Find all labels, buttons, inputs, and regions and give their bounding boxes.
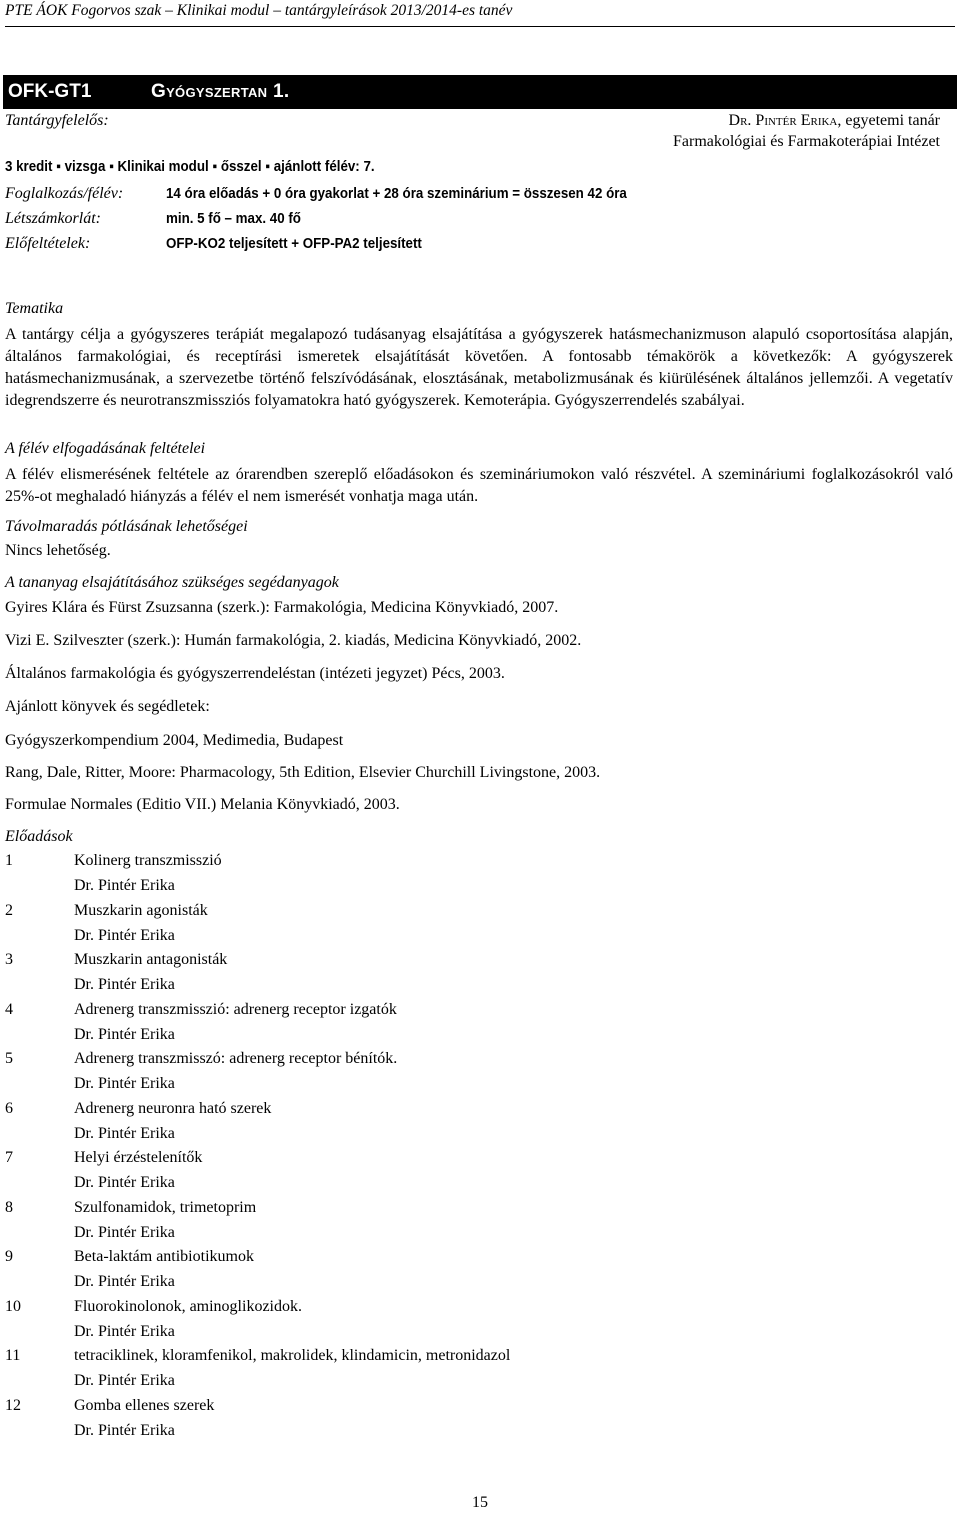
lecture-title: Helyi érzéstelenítők <box>74 1149 203 1166</box>
course-title: Gyógyszertan 1. <box>151 81 290 102</box>
lecture-item <box>5 1100 705 1150</box>
lecture-lecturer: Dr. Pintér Erika <box>74 1025 175 1043</box>
lecture-lecturer: Dr. Pintér Erika <box>74 1372 175 1389</box>
recommended-heading: Ajánlott könyvek és segédletek: <box>5 698 210 715</box>
acceptance-heading: A félév elfogadásának feltételei <box>5 440 206 457</box>
prerequisites-value: OFP-KO2 teljesített + OFP-PA2 teljesített <box>166 236 422 252</box>
lecture-item <box>5 1199 705 1249</box>
lecture-item <box>5 1397 705 1447</box>
lecture-number: 9 <box>5 1248 13 1265</box>
course-code: OFK-GT1 <box>8 81 92 102</box>
responsible-label: Tantárgyfelelős: <box>5 112 109 129</box>
header-divider <box>5 26 955 27</box>
lecture-lecturer: Dr. Pintér Erika <box>74 1322 175 1340</box>
lecture-list <box>5 852 705 1446</box>
lecture-title: Muszkarin antagonisták <box>74 951 228 968</box>
lecture-number: 8 <box>5 1198 13 1216</box>
lecture-title: Adrenerg transzmisszó: adrenerg receptor bénítók. <box>74 1050 398 1067</box>
lecture-title: Muszkarin agonisták <box>74 901 208 919</box>
lecture-title: Szulfonamidok, trimetoprim <box>74 1198 257 1216</box>
topics-heading: Tematika <box>5 300 64 317</box>
lecture-title: Adrenerg neuronra ható szerek <box>74 1099 272 1117</box>
lecture-title: Beta-laktám antibiotikumok <box>74 1248 254 1265</box>
responsible-position: , egyetemi tanár <box>837 112 940 129</box>
lecture-lecturer: Dr. Pintér Erika <box>74 1075 175 1092</box>
capacity-value: min. 5 fő – max. 40 fő <box>166 211 301 227</box>
lectures-heading: Előadások <box>5 828 73 845</box>
material-item: Általános farmakológia és gyógyszerrendeléstan (intézeti jegyzet) Pécs, 2003. <box>5 665 505 682</box>
lecture-lecturer: Dr. Pintér Erika <box>74 976 175 993</box>
lecture-item <box>5 1001 705 1051</box>
credits-line: 3 kredit ▪ vizsga ▪ Klinikai modul ▪ ősszel ▪ ajánlott félév: 7. <box>5 159 375 175</box>
recommended-item: Rang, Dale, Ritter, Moore: Pharmacology, 5th Edition, Elsevier Churchill Livingstone, 2003. <box>5 764 601 781</box>
lecture-item <box>5 1149 705 1199</box>
lecture-item <box>5 1050 705 1100</box>
lecture-number: 4 <box>5 1000 13 1018</box>
lecture-title: Fluorokinolonok, aminoglikozidok. <box>74 1297 302 1315</box>
responsible-department: Farmakológiai és Farmakoterápiai Intézet <box>672 133 940 150</box>
recommended-item: Gyógyszerkompendium 2004, Medimedia, Budapest <box>5 732 344 749</box>
lecture-number: 1 <box>5 852 13 869</box>
lecture-title: Kolinerg transzmisszió <box>74 852 222 869</box>
lecture-lecturer: Dr. Pintér Erika <box>74 1124 175 1142</box>
lecture-item <box>5 1347 705 1397</box>
running-header: PTE ÁOK Fogorvos szak – Klinikai modul – tantárgyleírások 2013/2014-es tanév <box>5 2 513 19</box>
lecture-lecturer: Dr. Pintér Erika <box>74 1174 175 1191</box>
lecture-number: 3 <box>5 951 13 968</box>
lecture-item <box>5 1298 705 1348</box>
lecture-title: tetraciklinek, kloramfenikol, makrolidek, klindamicin, metronidazol <box>74 1347 511 1364</box>
lecture-title: Gomba ellenes szerek <box>74 1396 215 1414</box>
capacity-label: Létszámkorlát: <box>5 210 101 227</box>
lecture-title: Adrenerg transzmisszió: adrenerg receptor izgatók <box>74 1000 397 1018</box>
course-title-bar <box>3 75 957 109</box>
workload-value: 14 óra előadás + 0 óra gyakorlat + 28 óra szeminárium = összesen 42 óra <box>166 186 627 202</box>
acceptance-text: A félév elismerésének feltétele az órarendben szereplő előadásokon és szemináriumokon való részvétel. A szemináriumi foglalkozásokról való 25%-ot meghaladó hiányzás a félév el nem ismerését vonhatja maga után. <box>5 466 953 505</box>
lecture-lecturer: Dr. Pintér Erika <box>74 1273 175 1290</box>
material-item: Gyires Klára és Fürst Zsuzsanna (szerk.): Farmakológia, Medicina Könyvkiadó, 2007. <box>5 599 559 616</box>
lecture-lecturer: Dr. Pintér Erika <box>74 926 175 944</box>
lecture-number: 5 <box>5 1050 13 1067</box>
lecture-number: 12 <box>5 1396 21 1414</box>
lecture-number: 11 <box>5 1347 21 1364</box>
lecture-lecturer: Dr. Pintér Erika <box>74 877 175 894</box>
makeup-text: Nincs lehetőség. <box>5 542 111 559</box>
material-item: Vizi E. Szilveszter (szerk.): Humán farmakológia, 2. kiadás, Medicina Könyvkiadó, 2002. <box>5 632 582 649</box>
lecture-number: 2 <box>5 901 13 919</box>
responsible-person <box>729 112 940 130</box>
lecture-item <box>5 1248 705 1298</box>
lecture-item <box>5 951 705 1001</box>
lecture-number: 10 <box>5 1297 21 1315</box>
makeup-heading: Távolmaradás pótlásának lehetőségei <box>5 518 248 535</box>
topics-text: A tantárgy célja a gyógyszeres terápiát megalapozó tudásanyag elsajátítása a gyógyszerek hatásmechanizmuson alapuló csoportosítása alapján, általános farmakológiai, és receptírási ismeretek elsajátítását követően. A fontosabb témakörök a következők: A gyógyszerek hatásmechanizmusának, a szervezetbe történő felszívódásának, elosztásának, metabolizmusának és kiürülésének általános jellemzői. A vegetatív idegrendszerre és neurotranszmissziós folyamatokra ható gyógyszerek. Kemoterápia. Gyógyszerrendelés szabályai. <box>5 326 953 409</box>
prerequisites-label: Előfeltételek: <box>5 235 91 252</box>
lecture-number: 7 <box>5 1149 13 1166</box>
lecture-item <box>5 902 705 952</box>
lecture-lecturer: Dr. Pintér Erika <box>74 1223 175 1241</box>
lecture-item <box>5 852 705 902</box>
workload-label: Foglalkozás/félév: <box>5 185 124 202</box>
recommended-item: Formulae Normales (Editio VII.) Melania Könyvkiadó, 2003. <box>5 796 400 813</box>
materials-heading: A tananyag elsajátításához szükséges segédanyagok <box>5 574 339 591</box>
lecture-number: 6 <box>5 1099 13 1117</box>
page-number: 15 <box>472 1494 488 1511</box>
lecture-lecturer: Dr. Pintér Erika <box>74 1421 175 1439</box>
responsible-name: Dr. Pintér Erika <box>728 112 838 129</box>
